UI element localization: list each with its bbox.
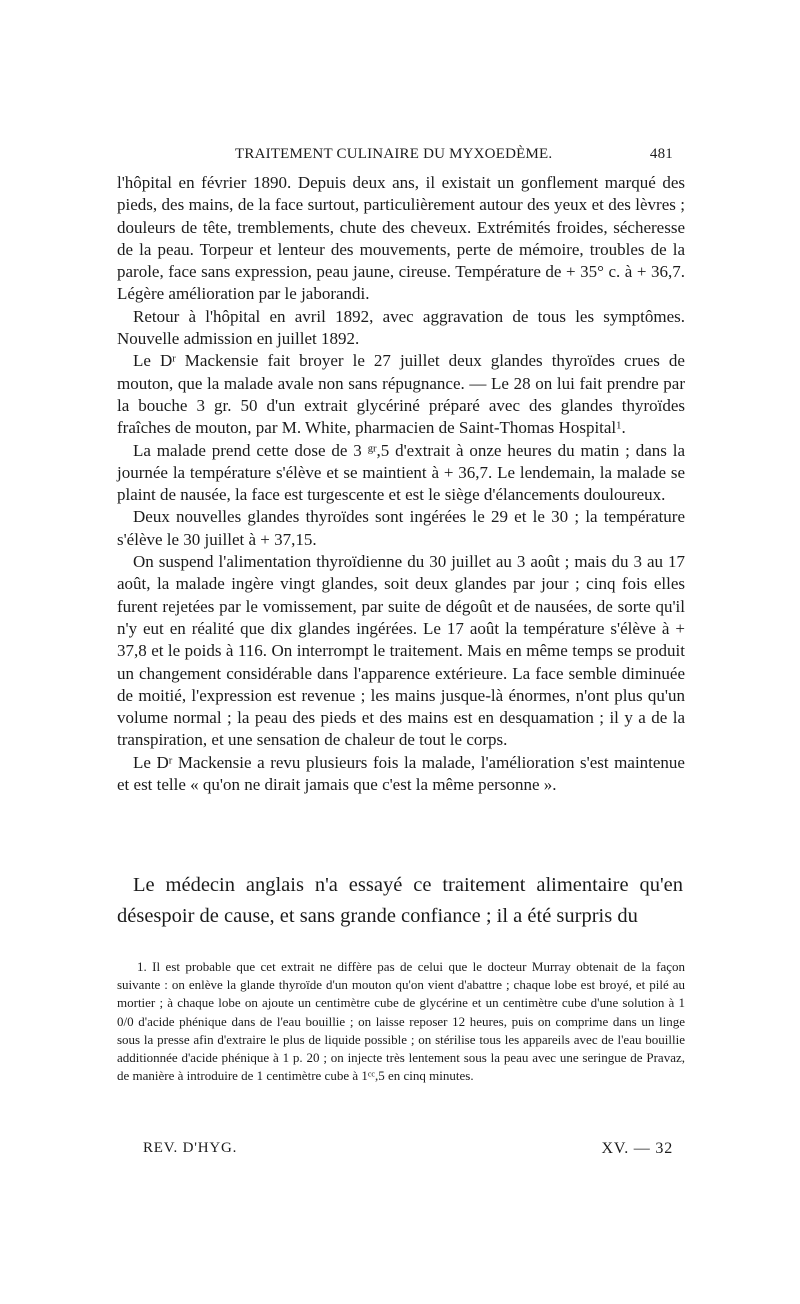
text-run: 1. Il est probable que cet extrait ne diffère pas de celui que le docteur Murray obtenait de la façon suivante : on enlève la glande thyroïde d'un mouton qu'on vient d'abattre ; chaque lobe est broyé, et pilé au mortier ; à chaque lobe on ajoute un centimètre cube de glycérine et un centimètre cube d'une solution à 1 0/0 d'acide phénique dans de l'eau bouillie ; on laisse reposer 12 heures, puis on comprime dans un linge sous la presse afin d'extraire le plus de liquide possible ; on stérilise tous les appareils avec de l'eau bouillie additionnée d'acide phénique à 1 p. 20 ; on injecte très lentement sous la peau avec une seringue de Pravaz, de manière à introduire de 1 centimètre cube à 1	[117, 959, 685, 1084]
text-run: ,5 d'extrait à onze heures du matin ; dans la journée la température s'élève et se maintient à + 36,7. Le lendemain, la malade se plaint de nausée, la face est turgescente et est le siège d'élancements douloureux.	[117, 440, 686, 505]
footnote-text	[117, 958, 685, 1085]
paragraph	[117, 350, 685, 439]
page-footer	[143, 1140, 673, 1162]
paragraph: l'hôpital en février 1890. Depuis deux ans, il existait un gonflement marqué des pieds, des mains, de la face surtout, particulièrement autour des yeux et des lèvres ; douleurs de tête, tremblements, chute des cheveux. Extrémités froides, sécheresse de la peau. Torpeur et lenteur des mouvements, perte de mémoire, troubles de la parole, face sans expression, peau jaune, cireuse. Température de + 35° c. à + 36,7. Légère amélioration par le jaborandi.	[117, 173, 685, 304]
running-title: TRAITEMENT CULINAIRE DU MYXOEDÈME.	[235, 146, 553, 162]
paragraph: Retour à l'hôpital en avril 1892, avec aggravation de tous les symptômes. Nouvelle admission en juillet 1892.	[117, 306, 685, 349]
paragraph: On suspend l'alimentation thyroïdienne du 30 juillet au 3 août ; mais du 3 au 17 août, la malade ingère vingt glandes, soit deux glandes par jour ; cinq fois elles furent rejetées par le vomissement, par suite de dégoût et de nausées, de sorte qu'il n'y eut en réalité que dix glandes ingérées. Le 17 août la température s'élève à + 37,8 et le poids à 116. On interrompt le traitement. Mais en même temps se produit un changement considérable dans l'apparence extérieure. La face semble diminuée de moitié, l'expression est revenue ; les mains jusque-là énormes, n'ont plus qu'un volume normal ; la peau des pieds et des mains est en desquamation ; il y a de la transpiration, et une sensation de chaleur de tout le corps.	[117, 552, 685, 750]
main-text	[117, 172, 685, 796]
text-run: La malade prend cette dose de 3	[133, 440, 368, 460]
footnote	[117, 958, 685, 1085]
text-run: .	[621, 418, 626, 438]
page-number: 481	[649, 146, 673, 162]
journal-signature: REV. D'HYG.	[143, 1140, 238, 1156]
text-run: Le D	[133, 351, 173, 371]
text-run: Mackensie a revu plusieurs fois la malade, l'amélioration s'est maintenue et est telle « qu'on ne dirait jamais que c'est la même personne ».	[117, 752, 685, 795]
volume-signature: XV. — 32	[601, 1140, 673, 1157]
text-run: Mackensie fait broyer le 27 juillet deux glandes thyroïdes crues de mouton, que la malade avale non sans répugnance. — Le 28 on lui fait prendre par la bouche 3 gr. 50 d'un extrait glycériné préparé avec des glandes thyroïdes fraîches de mouton, par M. White, pharmacien de Saint-Thomas Hospital	[117, 351, 685, 438]
footnote-ref: 1	[616, 420, 622, 432]
superscript: r	[172, 353, 176, 365]
superscript: cc	[367, 1069, 376, 1079]
superscript: r	[168, 754, 173, 766]
superscript: gr	[367, 442, 377, 454]
text-run: ,5 en cinq minutes.	[375, 1068, 474, 1084]
paragraph	[117, 440, 685, 507]
large-paragraph: Le médecin anglais n'a essayé ce traitement alimentaire qu'en désespoir de cause, et sans grande confiance ; il a été surpris du	[117, 874, 683, 927]
paragraph	[117, 752, 685, 797]
text-run: Le D	[133, 752, 169, 772]
paragraph: Deux nouvelles glandes thyroïdes sont ingérées le 29 et le 30 ; la température s'élève le 30 juillet à + 37,15.	[117, 507, 685, 549]
running-header	[117, 146, 673, 168]
